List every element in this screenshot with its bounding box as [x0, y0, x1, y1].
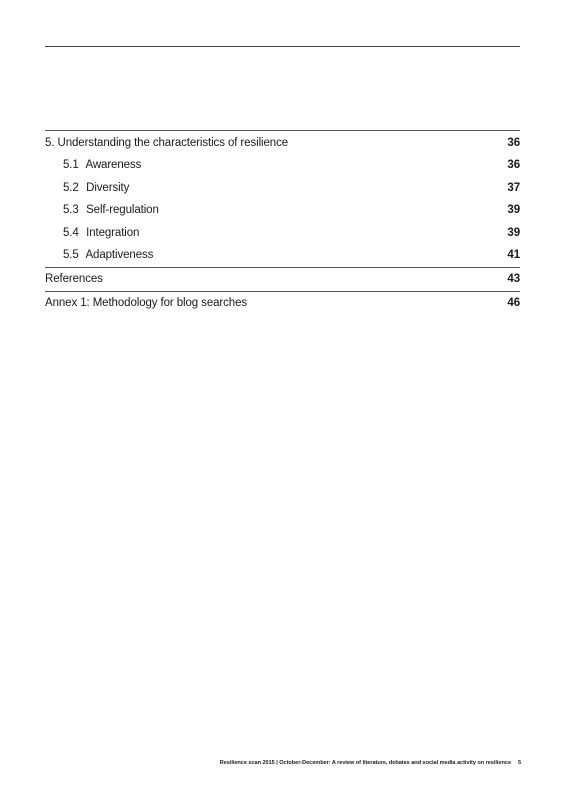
toc-entry-title	[45, 159, 141, 171]
header-rule	[45, 46, 520, 47]
toc-entry-label: Diversity	[86, 181, 130, 194]
toc-entry-label: Adaptiveness	[85, 249, 154, 262]
page-number: 5	[517, 760, 521, 766]
toc-entry-section-5[interactable]	[45, 130, 520, 154]
table-of-contents	[45, 130, 520, 315]
toc-entry-page: 37	[507, 181, 520, 194]
toc-entry-annex-1[interactable]	[45, 291, 520, 315]
toc-entry-page: 39	[507, 226, 520, 239]
toc-entry-title	[45, 204, 159, 216]
page-footer	[220, 760, 521, 766]
toc-entry-title: Annex 1: Methodology for blog searches	[45, 297, 248, 309]
toc-entry-number: 5.5	[63, 249, 79, 262]
footer-text: Resilience scan 2015 | October-December: A review of literature, debates and social media activity on resilience	[219, 760, 511, 766]
toc-entry-page: 41	[507, 249, 520, 262]
toc-entry-title	[45, 182, 129, 194]
toc-entry-page: 36	[507, 136, 520, 149]
toc-entry-number: 5.1	[63, 159, 79, 172]
toc-entry-awareness[interactable]	[45, 154, 520, 177]
toc-entry-integration[interactable]	[45, 222, 520, 245]
toc-entry-number: 5.3	[63, 204, 79, 217]
toc-entry-title	[45, 227, 139, 239]
toc-entry-title: References	[45, 273, 103, 285]
toc-entry-adaptiveness[interactable]	[45, 244, 520, 267]
toc-entry-self-regulation[interactable]	[45, 199, 520, 222]
toc-entry-label: Self-regulation	[86, 204, 159, 217]
toc-entry-label: Integration	[86, 226, 140, 239]
toc-entry-page: 36	[507, 159, 520, 172]
toc-entry-references[interactable]	[45, 267, 520, 291]
toc-entry-number: 5.2	[63, 181, 79, 194]
toc-entry-title: 5. Understanding the characteristics of resilience	[45, 136, 289, 149]
toc-entry-label: Awareness	[85, 159, 142, 172]
toc-entry-page: 46	[507, 297, 520, 309]
toc-entry-title	[45, 249, 153, 261]
toc-entry-number: 5.4	[63, 226, 79, 239]
toc-entry-page: 39	[507, 204, 520, 217]
toc-entry-diversity[interactable]	[45, 177, 520, 200]
toc-entry-page: 43	[507, 273, 520, 285]
